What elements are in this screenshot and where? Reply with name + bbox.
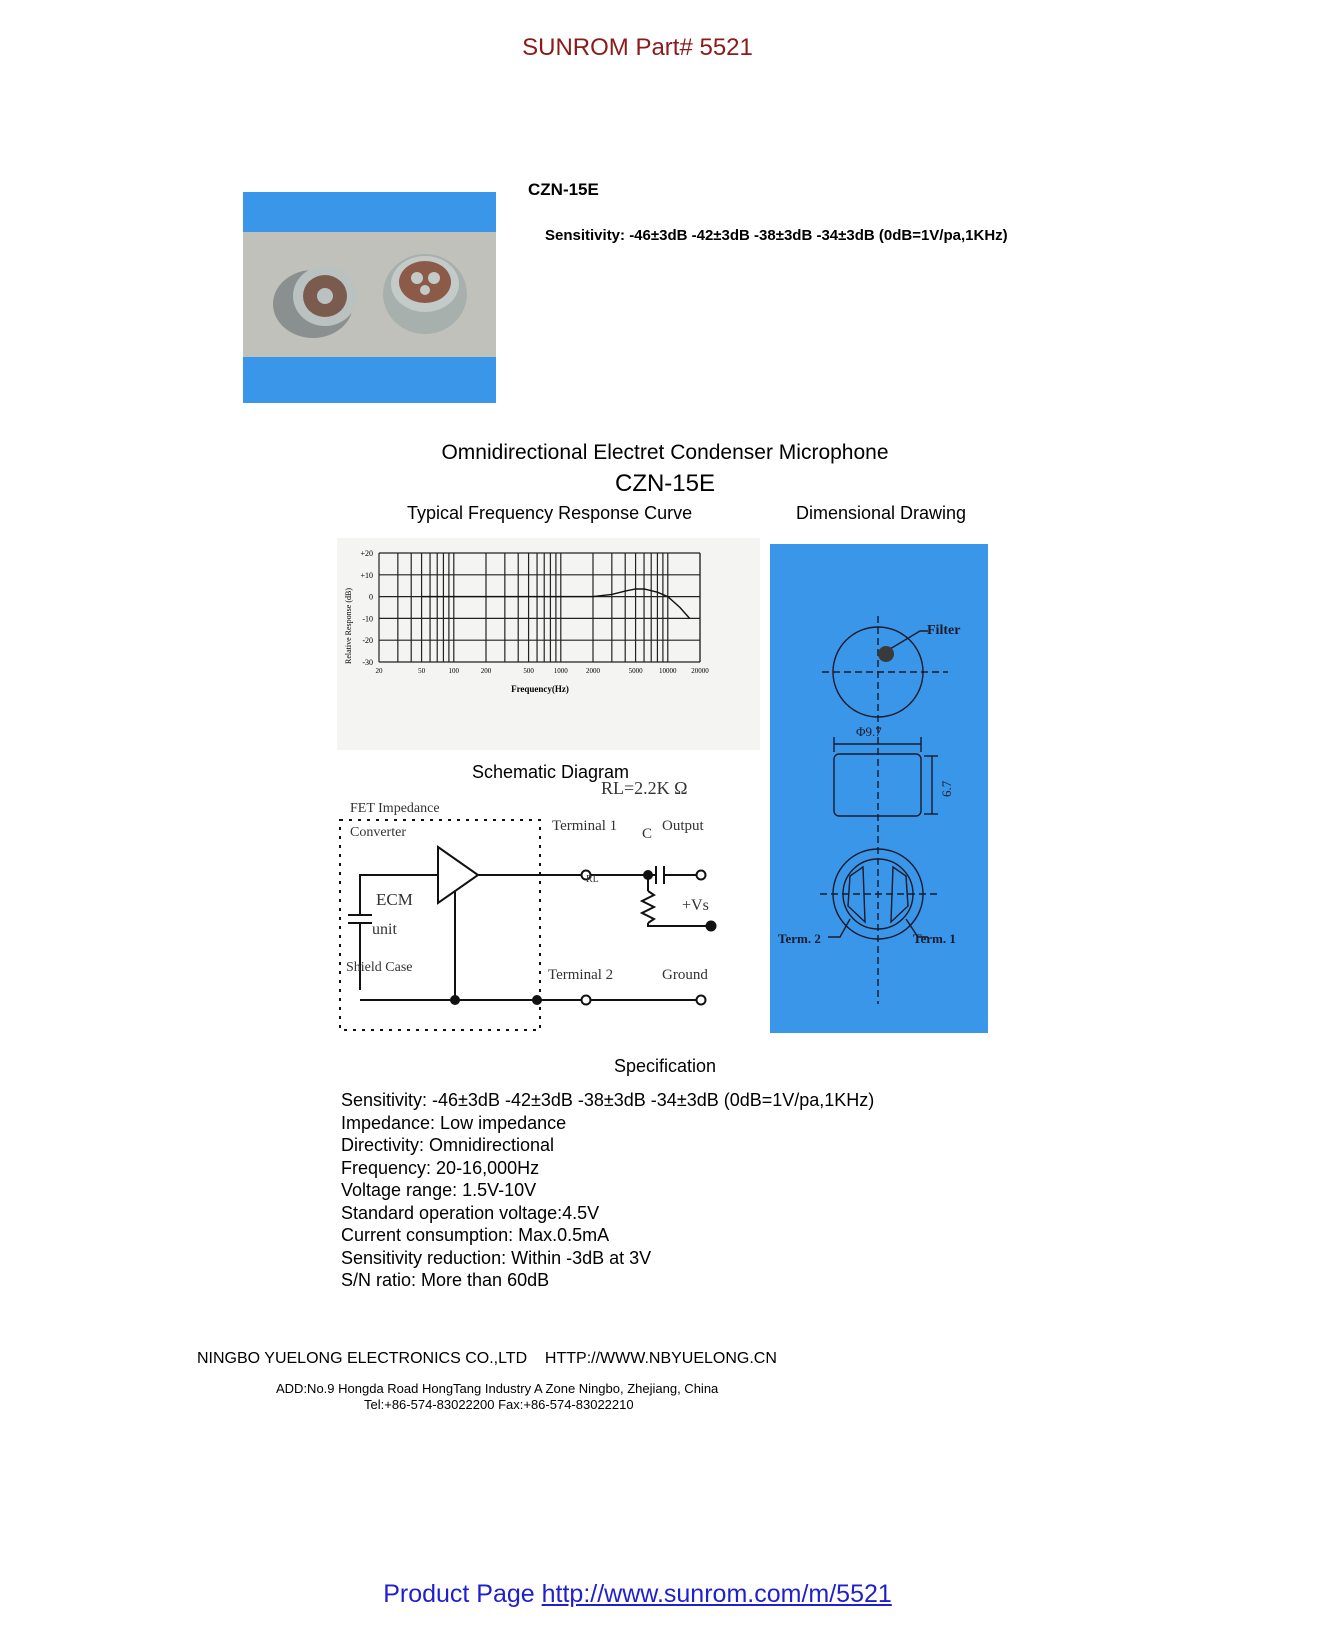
height-label: 6.7: [939, 780, 954, 797]
dimensional-label: Dimensional Drawing: [796, 503, 967, 523]
rl-value-label: RL=2.2K Ω: [601, 778, 688, 798]
spec-line: Frequency: 20-16,000Hz: [341, 1157, 540, 1178]
document-model: CZN-15E: [614, 470, 716, 497]
ecm-label: ECM: [376, 890, 413, 909]
x-axis-label: Frequency(Hz): [511, 684, 569, 694]
fet-label-1: FET Impedance: [350, 801, 440, 816]
product-photo: [243, 192, 496, 403]
term1-label: Term. 1: [913, 931, 956, 946]
rl-label: RL: [586, 874, 599, 885]
microphone-top-image: [383, 254, 467, 334]
vs-node: [706, 921, 717, 932]
freq-curve-label: Typical Frequency Response Curve: [407, 503, 693, 523]
fet-label-2: Converter: [350, 825, 406, 840]
filter-dot: [878, 646, 894, 662]
output-node: [697, 871, 706, 880]
spec-line: Impedance: Low impedance: [341, 1112, 567, 1133]
x-tick-label: 2000: [586, 667, 600, 675]
y-tick-label: -30: [362, 658, 373, 667]
terminal2-node: [582, 996, 591, 1005]
model-name: CZN-15E: [528, 180, 599, 199]
y-tick-label: -20: [362, 636, 373, 646]
filter-label: Filter: [927, 623, 961, 638]
load-resistor: [642, 891, 654, 923]
x-tick-label: 5000: [628, 667, 643, 675]
spec-line: Sensitivity reduction: Within -3dB at 3V: [341, 1247, 652, 1268]
fet-amplifier: [438, 847, 478, 903]
dimensional-drawing: [770, 544, 988, 1033]
y-tick-label: 0: [369, 592, 373, 602]
product-page-link[interactable]: http://www.sunrom.com/m/5521: [541, 1580, 892, 1608]
company-address: ADD:No.9 Hongda Road HongTang Industry A Zone Ningbo, Zhejiang, China: [276, 1381, 719, 1396]
y-tick-label: +10: [360, 570, 373, 580]
sensitivity-summary: Sensitivity: -46±3dB -42±3dB -38±3dB -34±3dB (0dB=1V/pa,1KHz): [545, 227, 1008, 244]
document-title: Omnidirectional Electret Condenser Microphone: [441, 441, 889, 464]
ground-node: [697, 996, 706, 1005]
x-tick-label: 20000: [691, 667, 709, 675]
frequency-response-chart: [337, 538, 760, 750]
footer: [0, 1580, 1275, 1609]
spec-line: Directivity: Omnidirectional: [341, 1135, 555, 1155]
y-tick-label: -10: [362, 614, 373, 624]
specification-label: Specification: [613, 1056, 717, 1076]
term2-label: Term. 2: [778, 931, 821, 946]
vs-label: +Vs: [682, 897, 709, 914]
spec-line: Voltage range: 1.5V-10V: [341, 1180, 537, 1200]
x-tick-label: 100: [448, 667, 460, 675]
schematic-diagram: [336, 778, 756, 1038]
ground-label: Ground: [662, 967, 708, 983]
y-tick-label: +20: [360, 549, 373, 558]
capacitor-label: C: [642, 826, 653, 842]
footer-prefix: Product Page: [383, 1580, 542, 1608]
terminal2-label: Terminal 2: [548, 967, 614, 983]
spec-line: Standard operation voltage:4.5V: [341, 1202, 600, 1223]
schematic-label: Schematic Diagram: [472, 762, 630, 782]
y-axis-label: Relative Response (dB): [344, 588, 353, 664]
shield-case-label: Shield Case: [346, 960, 413, 975]
x-tick-label: 20: [375, 667, 383, 675]
spec-line: S/N ratio: More than 60dB: [341, 1270, 550, 1290]
x-tick-label: 200: [480, 667, 492, 675]
company-tel: Tel:+86-574-83022200 Fax:+86-574-83022210: [364, 1397, 634, 1412]
x-tick-label: 1000: [553, 667, 568, 675]
diameter-label: Φ9.7: [856, 724, 882, 739]
shield-case-outline: [340, 820, 540, 1030]
spec-line: Current consumption: Max.0.5mA: [341, 1225, 610, 1245]
chart-background: [337, 538, 760, 750]
spec-line: Sensitivity: -46±3dB -42±3dB -38±3dB -34±3dB (0dB=1V/pa,1KHz): [341, 1090, 875, 1110]
x-tick-label: 500: [523, 667, 534, 675]
x-tick-label: 50: [418, 667, 426, 675]
terminal1-label: Terminal 1: [552, 818, 618, 834]
unit-label: unit: [372, 921, 397, 938]
x-tick-label: 10000: [659, 667, 677, 675]
output-label: Output: [662, 818, 704, 834]
specification-list: [341, 1089, 874, 1292]
company-line: NINGBO YUELONG ELECTRONICS CO.,LTD HTTP://WWW.NBYUELONG.CN: [197, 1350, 777, 1367]
page-header: SUNROM Part# 5521: [522, 34, 753, 61]
